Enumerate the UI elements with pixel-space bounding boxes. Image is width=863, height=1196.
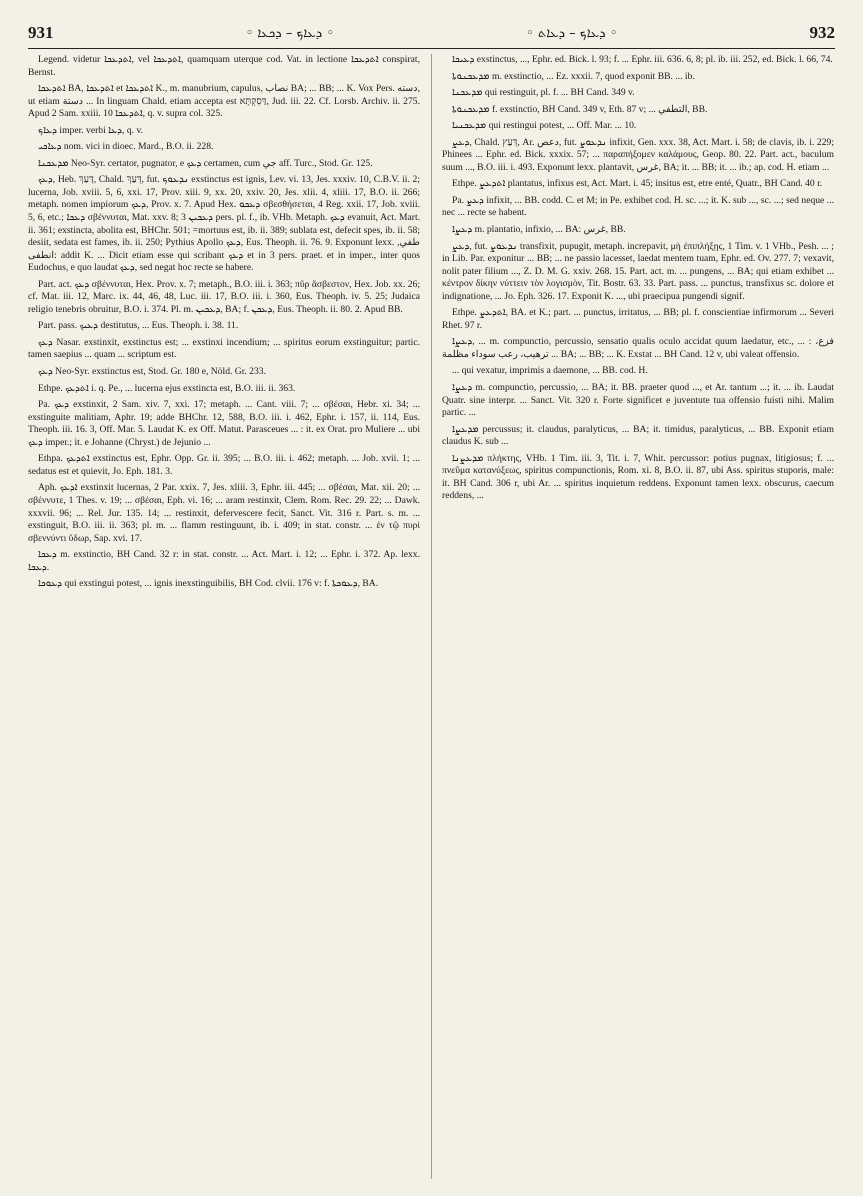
- dictionary-entry: ܕܥܐܟ imper. verbi ܕܥܐ, q. v.: [38, 124, 144, 136]
- dictionary-entry: ܕܥܨܐ m. compunctio, percussio, ... BA; it. BB. praeter quod ..., et Ar. tantum ...; it. ... ib. Laudat Quatr. sine interpr. ... Sanct. Vit. 320 r. Forte significet e juventute tua offensio fuisti nihi. Malim partic. ...: [442, 382, 834, 419]
- dictionary-entry: Legend. videtur ܐܬܕܥܟܐ, vel ܐܬܕܥܟܐ, quamquam uterque cod. Vat. in lectione ܐܬܕܥܟܐ conspirat, Bernst.: [28, 54, 420, 78]
- left-column: [28, 54, 420, 1179]
- running-head-right: ◦ ܕܥܐܟ – ܕܥܐܬ ◦: [526, 25, 618, 41]
- dictionary-entry: ܐܬܕܥܟܐ BA, ܐܬܕܥܟܐ et ܐܬܕܥܟܐ K., m. manubrium, capulus, نصاب BA; ... BB; ... K. Vox Pers. دسته, ut etiam دستة ... In linguam Chald. etiam accepta est דַּסְקְתָּא, Jud. iii. 22. Cf. Lorsb. Archiv. ii. 275. Apud 2 Sam. xxiii. 10 ܐܬܕܥܟܐ, q. v. supra col. 325.: [28, 83, 420, 120]
- dictionary-entry: Ethpe. ܐܬܕܥܟ i. q. Pe., ... lucerna ejus exstincta est, B.O. iii. ii. 363.: [38, 382, 296, 394]
- dictionary-entry: ܕܥܨ, fut. ܢܕܥܘܨ transfixit, pupugit, metaph. increpavit, μὴ ἐπιπλήξῃς, 1 Tim. v. 1 VHb., Pesh. ... ; in Lib. Par. exponitur ... BB; ... ne passio lacesset, laedat mentem tuam, Ephr. ed. Ov. 277. 7; vexavit, nolit pater filium ..., Z. D. M. G. xxiv. 268. 15. Part. act. m. ... pungens, ... BA; qui etiam exhibet ... κέντρον δίκην νύττειν τὸν λογισμὸν, Tit. Bostr. 63. 33. Part. pass. ... punctus, transfixus sc. dolore et indignatione, ... Jo. Eph. 326. 17. Exponit K. ..., ubi praecipua pungendi signif.: [442, 240, 834, 302]
- dictionary-entry: ܡܕܥܟܢܘܬܐ f. exstinctio, BH Cand. 349 v, Eth. 87 v; ... التطفي, BB.: [452, 103, 708, 115]
- dictionary-entry: ܡܕܥܨܢܐ πλήκτης, VHb. 1 Tim. iii. 3, Tit. i. 7, Whit. percussor: potius pugnax, litigiosus; f. ... πνεῦμα κατανύξεως, spiritus compunctionis, Rom. xi. 8, B.O. ii. 87, ubi Ass. spiritus stuporis, male: it. BH Cand. 306 r, ubi Ar. ... spiritus inquietum reddens. Exponunt tamen lexx. obscurus, caecum reddens, ...: [442, 452, 834, 502]
- dictionary-entry: ܕܥܐܟܝ nom. vici in dioec. Mard., B.O. ii. 228.: [38, 141, 214, 153]
- dictionary-entry: ܕܥܟܐ m. exstinctio, BH Cand. 32 r: in stat. constr. ... Act. Mart. i. 12; ... Ephr. i. 372. Ap. lexx. ܕܥܟܐ.: [28, 549, 420, 573]
- dictionary-entry: Part. pass. ܕܥܝܟ destitutus, ... Eus. Theoph. i. 38. 11.: [38, 320, 239, 332]
- dictionary-entry: ܕܥܘܟܐ qui exstingui potest, ... ignis inexstinguibilis, BH Cod. clvii. 176 v: f. ܕܥܘܟܬܐ, BA.: [38, 578, 379, 590]
- running-head-left: ◦ ܕܥܐܟ – ܕܟܥܐ ◦: [245, 25, 335, 41]
- dictionary-entry: Pa. ܕܥܨ infixit, ... BB. codd. C. et M; in Pe. exhibet cod. H. sc. ...; it. K. sub ..., sc. ...; sed neque ... nec ... recte se habent.: [442, 194, 834, 219]
- dictionary-entry: Ethpe. ܐܬܕܥܨ plantatus, infixus est, Act. Mart. i. 45; insitus est, etre enté, Quatr., BH Cand. 40 r.: [452, 178, 823, 190]
- dictionary-entry: ܕܥܨܐ, ... m. compunctio, percussio, sensatio qualis oculo accidat quum laedatur, etc., ... : فزع، ترهيب، رعب سوداء مظلمة ... BA; ... BB; ... K. Exstat ... BH Cand. 12 v, ubi valeat offensio.: [442, 336, 834, 360]
- dictionary-entry: ܕܥܨܐ m. plantatio, infixio, ... BA: غرس, BB.: [452, 224, 626, 236]
- dictionary-entry: ܕܥܟ, Heb. דָּעַךְ, Chald. דְּעַךְ, fut. ܢܕܥܘܟ exstinctus est ignis, Lev. vi. 13, Jes. xxxiv. 10, C.B.V. ii. 2; lucerna, Job. xviii. 5, 6, xxi. 17, Prov. xiii. 9, xx. 20, xxiv. 20, Jes. xlii. 4, xliii. 17, B.O. ii. 266; metaph. nomen impiorum ܕܥܟ, Prov. x. 7. Apud Hex. ܕܥܟܘ σβεσθήσεται, 4 Reg. xxii. 17, Job. xviii. 5, 6, etc.; ܕܥܟܐ σβέννυται, Mat. xxv. 8; ܕܥܟܝܢ 3 pers. pl. f., ib. VHb. Metaph. ܕܥܟ evanuit, Act. Mart. ii. 361; exstincta, abolita est, BHChr. 501; =mortuus est, ib. ii. 389; sublata est, defecit spes, ib. ii. 58; desiit, sedata est fames, ib. ii. 250; Pythius Apollo ܕܥܟ, Eus. Theoph. ii. 76. 9. Exponunt lexx. طفي, انطفى: addit K. ... Dicit etiam esse qui scribant ܕܥܟ et in 3 pers. praet. et in imper., inter quos Eudochus, e quo laudat ܕܥܟ, sed negat hoc recte se habere.: [28, 174, 420, 274]
- column-divider: [431, 54, 432, 1179]
- dictionary-entry: ܕܥܟ Nasar. exstinxit, exstinctus est; ... exstinxi incendium; ... spiritus eorum exstinguitur; partic. tamen saepius ... quam ... scriptum est.: [28, 336, 420, 361]
- page-number-left: 931: [28, 23, 54, 42]
- dictionary-entry: ܡܕܥܟܢܘܬܐ m. exstinctio, ... Ez. xxxii. 7, quod exponit BB. ... ib.: [452, 70, 695, 82]
- dictionary-entry: ܡܕܥܟܢܐ qui restinguit, pl. f. ... BH Cand. 349 v.: [452, 87, 635, 99]
- dictionary-entry: ܡܕܥܟܢܐ Neo-Syr. certator, pugnator, e ܕܥܟ certamen, cum جي aff. Turc., Stod. Gr. 125.: [38, 157, 373, 169]
- dictionary-entry: ܕܥܨ, Chald. דְּעַץ, Ar. دعص, fut. ܢܕܥܘܨ infixit, Gen. xxx. 38, Act. Mart. i. 58; de clavis, ib. i. 229; Phinees ... Ephr. ed. Bick. xxxix. 57; ... παραπήξομεν καλάμους, Geop. 80. 22. Part. act., baculum suum ..., B.O. iii. i. 493. Exponunt lexx. plantavit, غرس, BA; it. ... BB; it. ... ib.; ap. cod. H. etiam ...: [442, 136, 834, 173]
- dictionary-entry: Pa. ܕܥܟ exstinxit, 2 Sam. xiv. 7, xxi. 17; metaph. ... Cant. viii. 7; ... σβέσαι, Hebr. xi. 34; ... exstinguite malitiam, Aphr. 19; adde BHChr. 12, 588, B.O. iii. i. 462, Ephr. i. 157, ii. 114, Eus. Theoph. iii. 16. 3, Off. Mar. 5. Laudat K. ex Off. Matut. Parasceues ... : it. ex Orat. pro Muliere ... ubi ܕܥܟ imper.; it. e Johanne (Chryst.) de Jejunio ...: [28, 399, 420, 448]
- right-column: [442, 54, 834, 1179]
- dictionary-entry: ܕܥܟ Neo-Syr. exstinctus est, Stod. Gr. 180 e, Nöld. Gr. 233.: [38, 366, 266, 378]
- dictionary-entry: ... qui vexatur, imprimis a daemone, ... BB. cod. H.: [452, 365, 648, 377]
- page-header: [28, 18, 835, 49]
- dictionary-entry: Aph. ܐܕܥܟ exstinxit lucernas, 2 Par. xxix. 7, Jes. xliii. 3, Ephr. iii. 445; ... σβέσαι, Mat. xii. 20; ... σβέννυτε, 1 Thes. v. 19; ... σβέσαι, Eph. vi. 16; ... aram restinxit, Clem. Rom. Rec. 29. 22; ... Dawk. xxxvii. 96; ... Rel. Jur. 135. 14; ... restinxit, defervescere fecit, Sanct. Vit. 316 r. Part. s. m. ... exstinguit, B.O. iii. ii. 363; pl. m. ... flamm restinguunt, ib. i. 409; in stat. constr. ... ἐν τῷ πυρὶ σβεννύντι ὕδωρ, Sap. xvi. 17.: [28, 482, 420, 544]
- dictionary-entry: ܕܥܝܟܐ exstinctus, ..., Ephr. ed. Bick. l. 93; f. ... Ephr. iii. 636. 6, 8; pl. ib. iii. 252, ed. Bick. l. 66, 74.: [452, 54, 833, 65]
- dictionary-entry: Ethpa. ܐܬܕܥܟ exstinctus est, Ephr. Opp. Gr. ii. 395; ... B.O. iii. i. 462; metaph. ... Job. xvii. 1; ... sedatus est et quievit, Jo. Eph. 181. 3.: [28, 453, 420, 477]
- dictionary-entry: ܡܕܥܨܐ percussus; it. claudus, paralyticus, ... BA; it. timidus, paralyticus, ... BB. Exponit etiam claudus K. sub ...: [442, 423, 834, 448]
- page-number-right: 932: [809, 23, 835, 42]
- dictionary-entry: Ethpe. ܐܬܕܥܨ, BA. et K.; part. ... punctus, irritatus, ... BB; pl. f. conscientiae infirmorum ... Severi Rhet. 97 r.: [442, 307, 834, 331]
- dictionary-entry: Part. act. ܕܥܟ σβέννυται, Hex. Prov. x. 7; metaph., B.O. iii. i. 363; πῦρ ἄσβεστον, Hex. Job. xx. 26; cf. Mat. iii. 12, Marc. ix. 44, 46, 48, Luc. iii. 17, B.O. iii. i. 360, Eus. Theoph. iv. 5. 25; Judaica religio tenebris obruitur, B.O. i. 374. Pl. m. ܕܥܟܝܢ, BA; f. ܕܥܟܢ, Eus. Theoph. ii. 80. 2. Apud BB.: [28, 278, 420, 315]
- dictionary-entry: ܡܕܥܟܢܝܐ qui restingui potest, ... Off. Mar. ... 10.: [452, 120, 637, 132]
